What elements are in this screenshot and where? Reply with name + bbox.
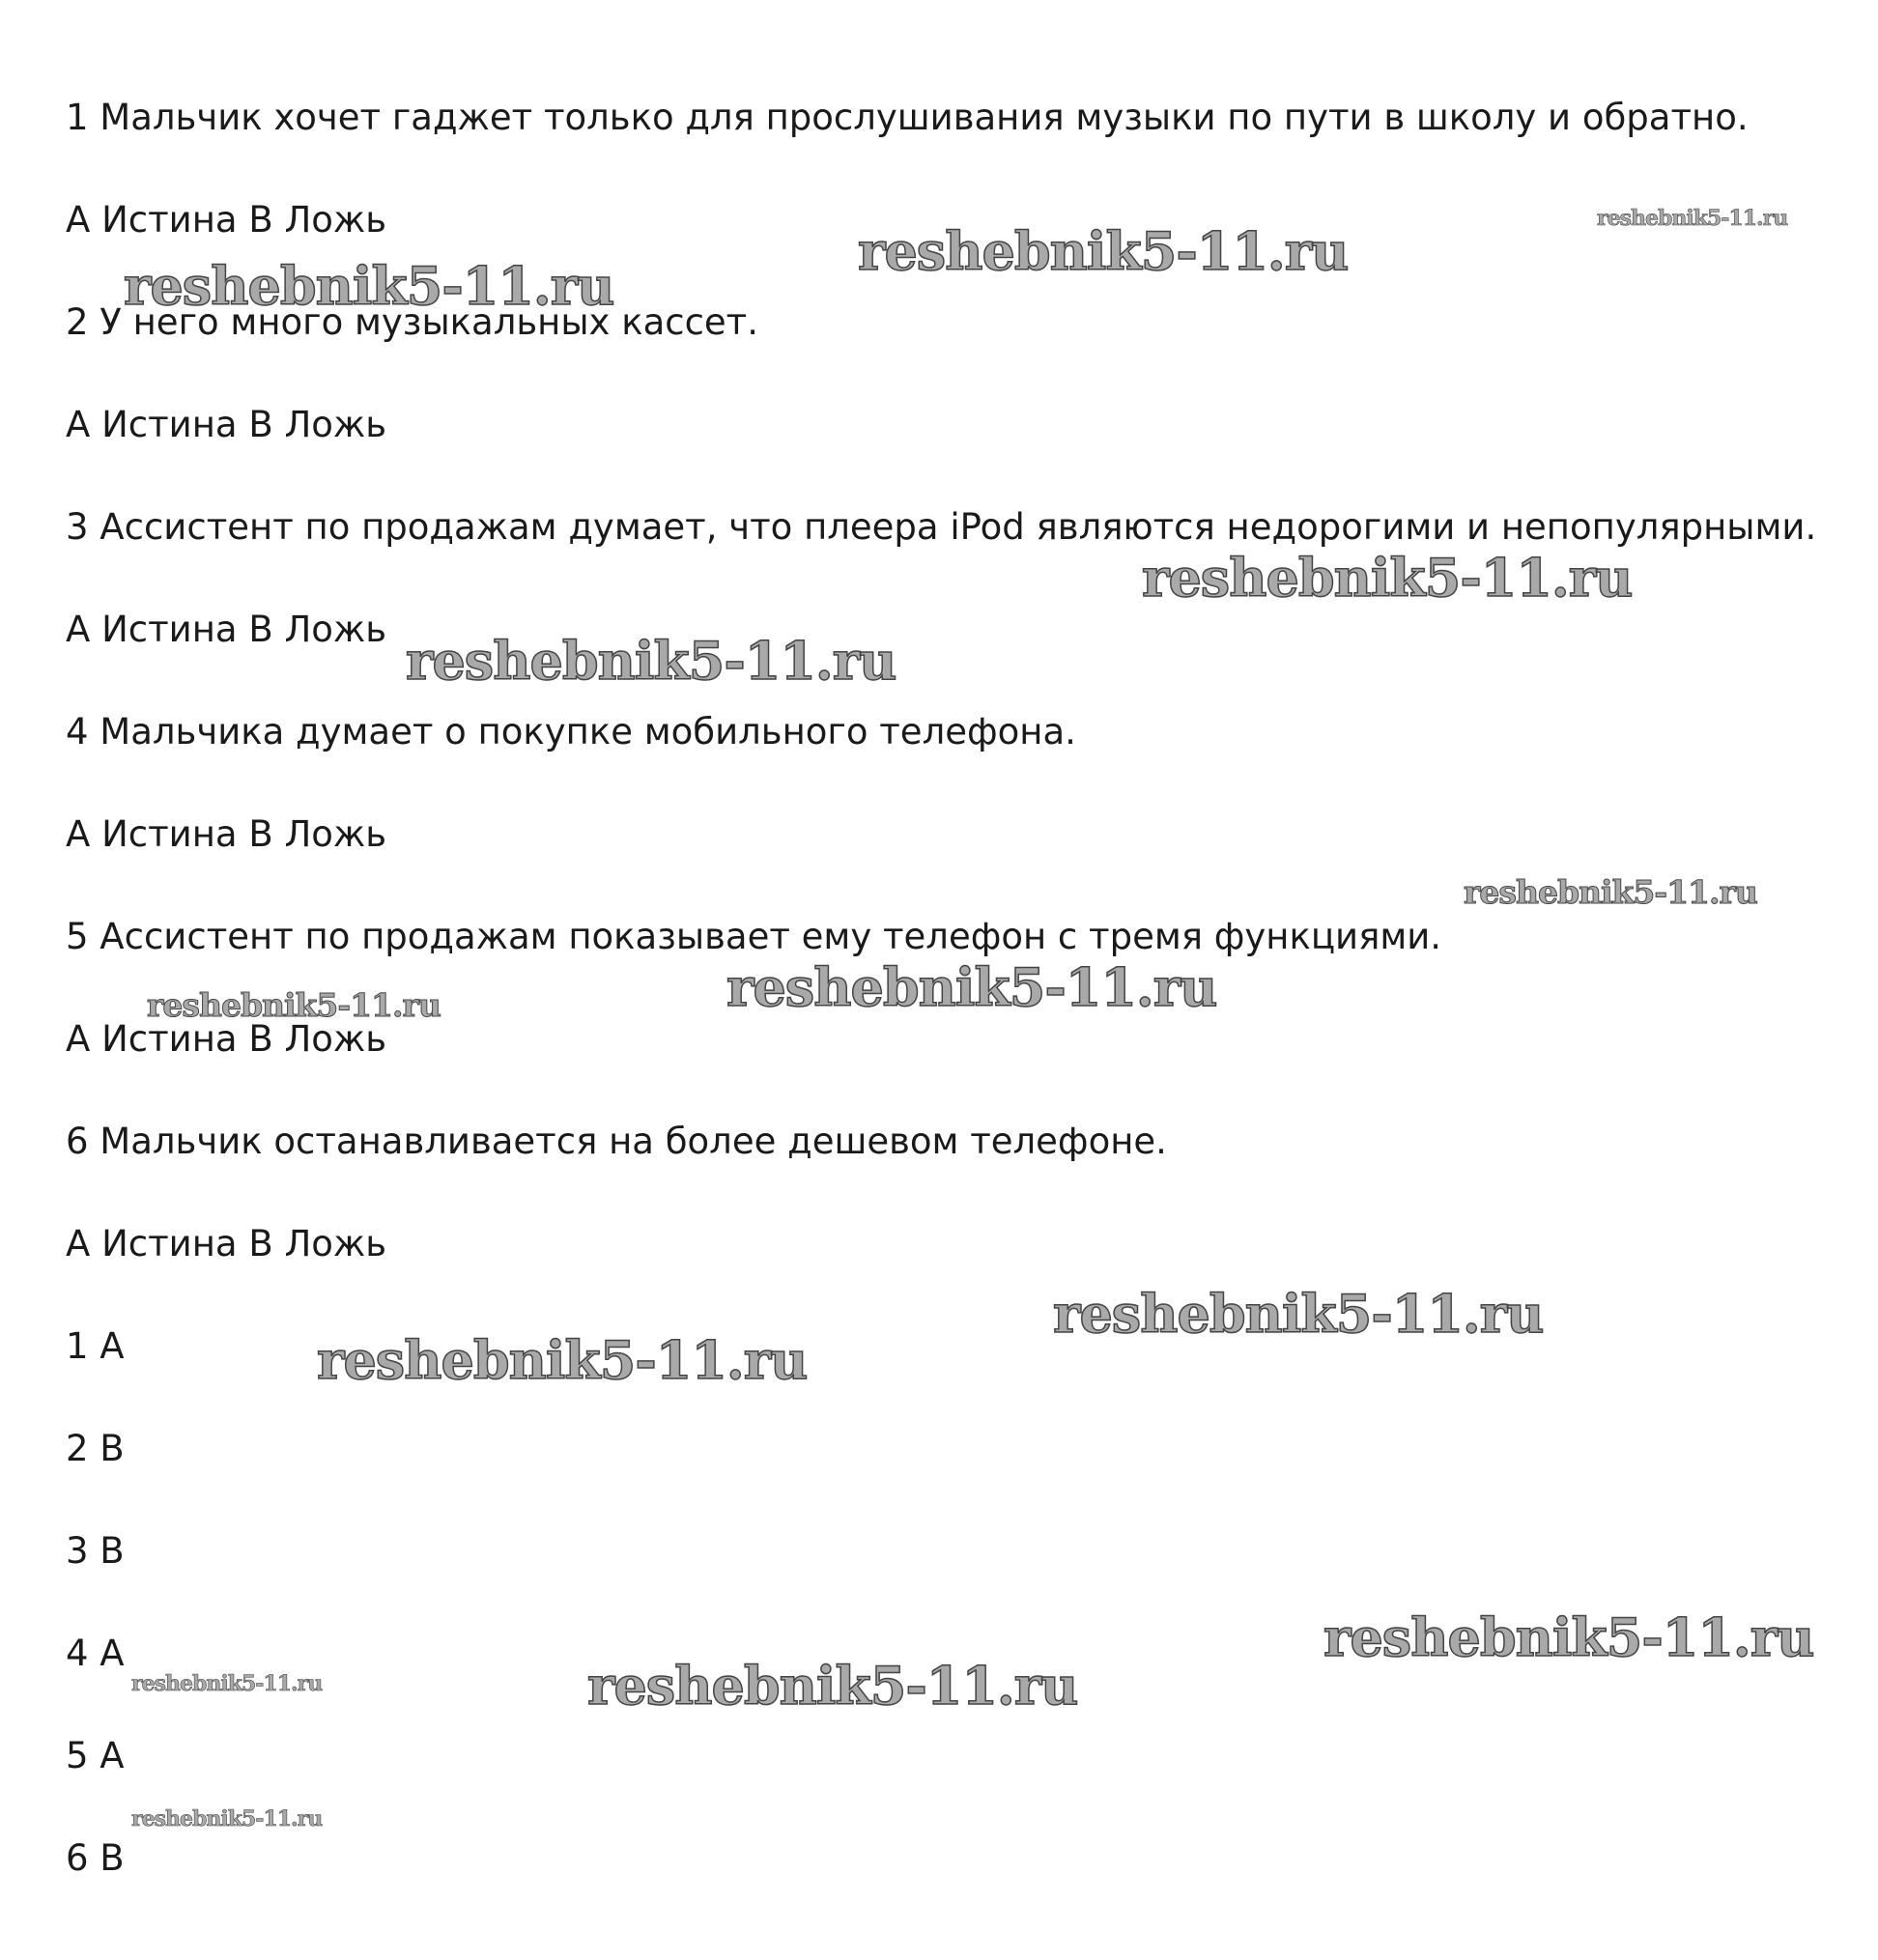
question-1-options: A Истина B Ложь	[66, 199, 387, 241]
answer-5: 5 A	[66, 1735, 125, 1776]
answer-3: 3 B	[66, 1530, 125, 1572]
watermark: reshebnik5-11.ru	[1323, 1606, 1814, 1668]
watermark: reshebnik5-11.ru	[1142, 547, 1633, 609]
watermark: reshebnik5-11.ru	[858, 220, 1349, 282]
watermark: reshebnik5-11.ru	[726, 956, 1217, 1018]
watermark: reshebnik5-11.ru	[131, 1671, 323, 1696]
question-6-options: A Истина B Ложь	[66, 1223, 387, 1264]
question-5-statement: 5 Ассистент по продажам показывает ему телефон с тремя функциями.	[66, 916, 1442, 957]
watermark: reshebnik5-11.ru	[587, 1655, 1078, 1717]
question-2-options: A Истина B Ложь	[66, 404, 387, 445]
watermark: reshebnik5-11.ru	[1597, 206, 1788, 231]
question-6-statement: 6 Мальчик останавливается на более дешевом телефоне.	[66, 1121, 1167, 1162]
watermark: reshebnik5-11.ru	[406, 630, 896, 692]
watermark: reshebnik5-11.ru	[124, 255, 614, 317]
answer-2: 2 B	[66, 1428, 125, 1469]
answer-6: 6 B	[66, 1837, 125, 1879]
watermark: reshebnik5-11.ru	[317, 1329, 808, 1391]
question-2-statement: 2 У него много музыкальных кассет.	[66, 301, 759, 343]
watermark: reshebnik5-11.ru	[1053, 1283, 1544, 1345]
question-4-options: A Истина B Ложь	[66, 813, 387, 855]
watermark: reshebnik5-11.ru	[147, 986, 441, 1024]
question-4-statement: 4 Мальчика думает о покупке мобильного телефона.	[66, 711, 1076, 753]
question-3-statement: 3 Ассистент по продажам думает, что плеера iPod являются недорогими и непопулярными.	[66, 506, 1817, 548]
watermark: reshebnik5-11.ru	[131, 1806, 323, 1832]
question-3-options: A Истина B Ложь	[66, 609, 387, 650]
answer-4: 4 A	[66, 1633, 125, 1674]
question-1-statement: 1 Мальчик хочет гаджет только для прослушивания музыки по пути в школу и обратно.	[66, 97, 1749, 138]
answer-1: 1 A	[66, 1325, 125, 1367]
watermark: reshebnik5-11.ru	[1464, 873, 1757, 911]
question-5-options: A Истина B Ложь	[66, 1018, 387, 1060]
